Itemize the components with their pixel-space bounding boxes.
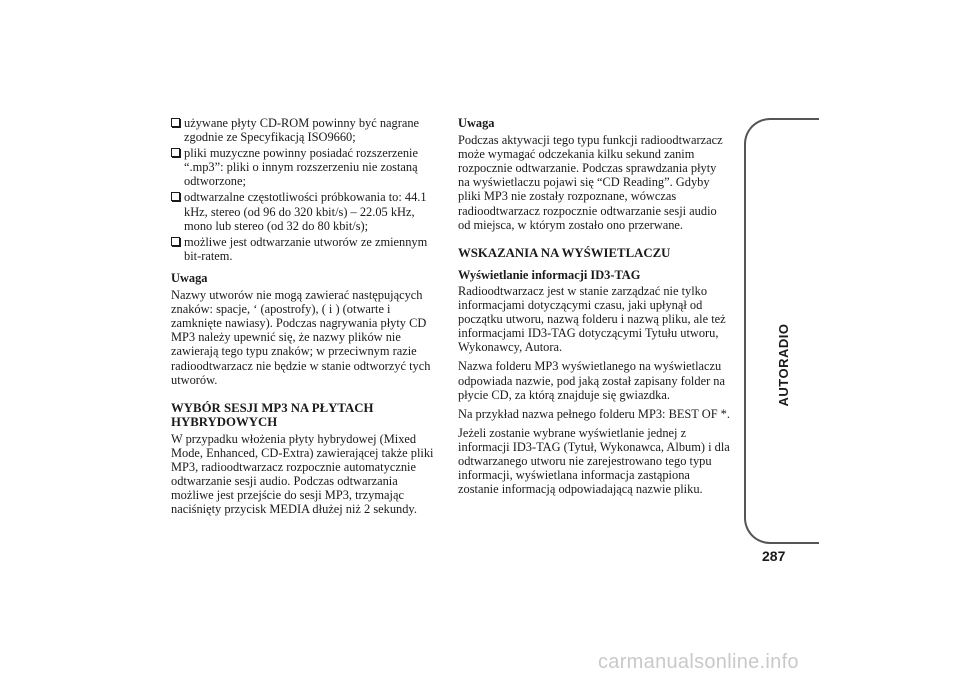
paragraph: Radioodtwarzacz jest w stanie zarządzać nie tylko informacjami dotyczącymi czasu, jaki upłynął od początku utworu, nazwą folderu i nazwą pliku, ale też informacjami ID3-TAG dotyczącymi Tytułu utworu, Wykonawcy, Autora. [458, 283, 726, 355]
section-title: WSKAZANIA NA WYŚWIETLACZU [458, 245, 671, 260]
note-text: Podczas aktywacji tego typu funkcji radioodtwarzacz może wymagać odczekania kilku sekund zanim rozpocznie odtwarzanie. Podczas sprawdzania płyty na wyświetlaczu pojawi się “CD Reading”. Gdyby pliki MP3 nie zostały rozpoznane, wówczas radioodtwarzacz rozpocznie odtwarzanie sesji audio od miejsca, w którym zostało ono przerwane. [458, 133, 723, 232]
left-column [171, 116, 441, 516]
checkbox-icon [171, 192, 180, 201]
list-item [171, 190, 441, 232]
right-column [458, 116, 730, 496]
checkbox-icon [171, 237, 180, 246]
checkbox-icon [171, 148, 180, 157]
list-item [171, 116, 441, 144]
page-number: 287 [762, 548, 786, 564]
watermark: carmanualsonline.info [598, 651, 799, 673]
note-title: Uwaga [458, 116, 495, 130]
requirements-list [171, 116, 441, 263]
list-item [171, 235, 441, 263]
checkbox-icon [171, 118, 180, 127]
list-item-text: odtwarzalne częstotliwości próbkowania to: 44.1 kHz, stereo (od 96 do 320 kbit/s) – 22.05 kHz, mono lub stereo (od 32 do 80 kbit/s); [184, 190, 427, 233]
subsection-title: Wyświetlanie informacji ID3-TAG [458, 267, 641, 282]
note-text: Nazwy utworów nie mogą zawierać następujących znaków: spacje, ‘ (apostrofy), ( i ) (otwarte i zamknięte nawiasy). Podczas nagrywania płyty CD MP3 należy upewnić się, że nazwy plików nie zawierają tego typu znaków; w przeciwnym razie radioodtwarzacz nie będzie w stanie odtworzyć tych utworów. [171, 288, 431, 387]
note-title: Uwaga [171, 270, 208, 285]
list-item [171, 146, 441, 188]
section-title: WYBÓR SESJI MP3 NA PŁYTACH HYBRYDOWYCH [171, 400, 374, 429]
paragraph: Nazwa folderu MP3 wyświetlanego na wyświetlaczu odpowiada nazwie, pod jaką został zapisany folder na płycie CD, za którą znajduje się gwiazdka. [458, 359, 725, 402]
list-item-text: używane płyty CD-ROM powinny być nagrane zgodnie ze Specyfikacją ISO9660; [184, 116, 420, 145]
paragraph: Jeżeli zostanie wybrane wyświetlanie jednej z informacji ID3-TAG (Tytuł, Wykonawca, Album) i dla odtwarzanego utworu nie zarejestrowano tego typu informacji, wyświetlana informacja zastąpiona zostanie informacją odpowiadającą nazwie pliku. [458, 425, 730, 497]
chapter-label: AUTORADIO [775, 323, 791, 407]
paragraph: Na przykład nazwa pełnego folderu MP3: BEST OF *. [458, 406, 730, 421]
list-item-text: możliwe jest odtwarzanie utworów ze zmiennym bit-ratem. [184, 234, 428, 263]
list-item-text: pliki muzyczne powinny posiadać rozszerzenie “.mp3”: pliki o innym rozszerzeniu nie zostaną odtworzone; [184, 146, 418, 189]
section-text: W przypadku włożenia płyty hybrydowej (Mixed Mode, Enhanced, CD-Extra) zawierającej także pliki MP3, radioodtwarzacz rozpocznie automatycznie odtwarzanie sesji audio. Podczas odtwarzania możliwe jest przejście do sesji MP3, trzymając naciśnięty przycisk MEDIA dłużej niż 2 sekundy. [171, 431, 434, 517]
